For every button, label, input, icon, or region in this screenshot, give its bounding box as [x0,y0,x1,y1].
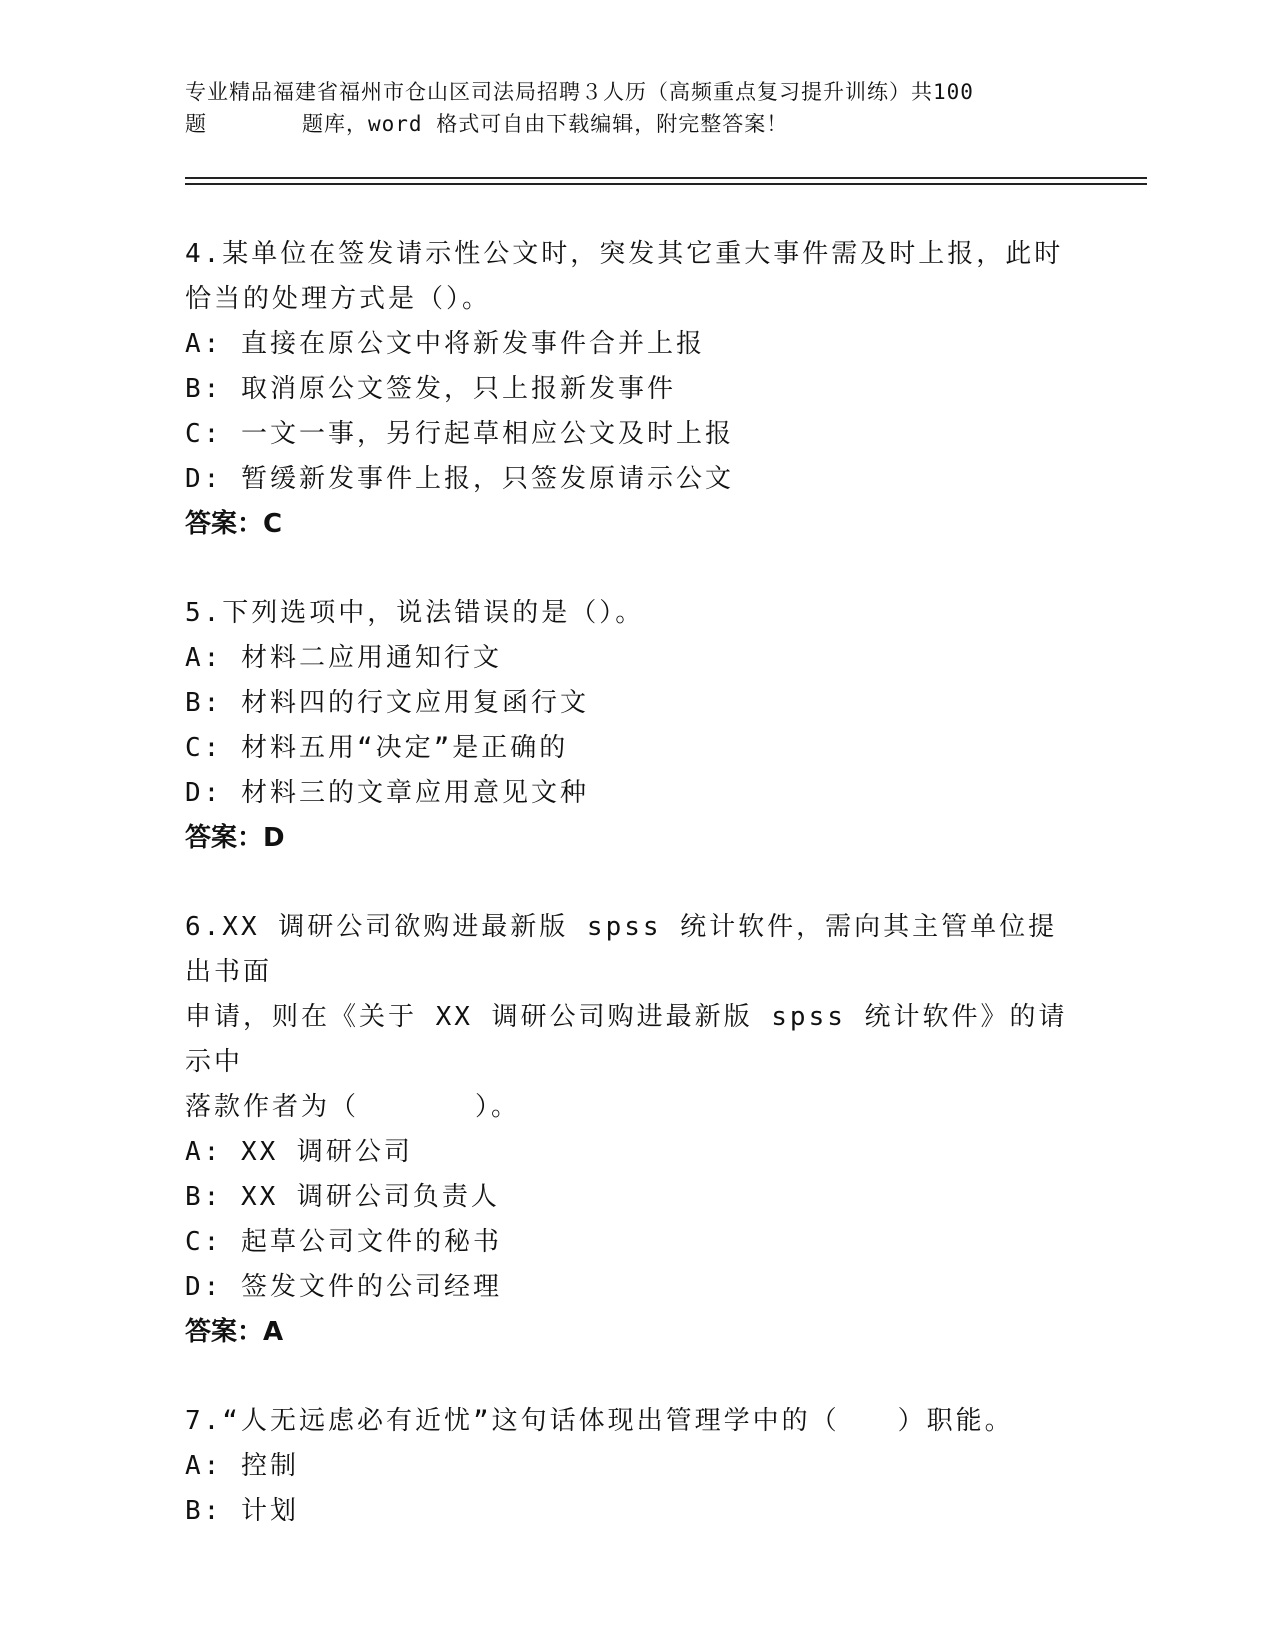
option-d: D: 材料三的文章应用意见文种 [185,778,589,808]
option-c: C: 材料五用“决定”是正确的 [185,733,569,763]
question-stem: 4.某单位在签发请示性公文时，突发其它重大事件需及时上报，此时 [185,239,1064,269]
option-a: A: 材料二应用通知行文 [185,643,502,673]
question-stem: 恰当的处理方式是（）。 [185,284,492,314]
header-title-fragment: 题 [185,112,207,136]
option-d: D: 签发文件的公司经理 [185,1272,502,1302]
option-a: A: 直接在原公文中将新发事件合并上报 [185,329,705,359]
question-4 [185,232,1085,547]
answer: 答案：C [185,509,283,539]
question-stem: 申请，则在《关于 XX 调研公司购进最新版 spss 统计软件》的请示中 [185,1002,1068,1077]
header-title-line-1: 专业精品福建省福州市仓山区司法局招聘３人历（高频重点复习提升训练）共100 [185,80,974,104]
answer: 答案：D [185,823,285,853]
header-title-line-2 [185,108,1085,140]
option-a: A: 控制 [185,1451,299,1481]
question-7 [185,1399,1085,1534]
question-stem: 5.下列选项中，说法错误的是（）。 [185,598,645,628]
question-stem: 7.“人无远虑必有近忧”这句话体现出管理学中的（ ）职能。 [185,1406,1014,1436]
header-divider-bottom [185,183,1147,185]
document-header [185,76,1085,140]
header-subtitle: 题库，word 格式可自由下载编辑，附完整答案！ [302,112,789,136]
question-stem: 落款作者为（ ）。 [185,1092,521,1122]
option-b: B: XX 调研公司负责人 [185,1182,500,1212]
option-b: B: 计划 [185,1496,299,1526]
option-c: C: 一文一事，另行起草相应公文及时上报 [185,419,734,449]
answer: 答案：A [185,1317,284,1347]
question-stem: 6.XX 调研公司欲购进最新版 spss 统计软件，需向其主管单位提出书面 [185,912,1058,987]
option-b: B: 取消原公文签发，只上报新发事件 [185,374,676,404]
question-6 [185,905,1085,1355]
option-c: C: 起草公司文件的秘书 [185,1227,502,1257]
option-a: A: XX 调研公司 [185,1137,413,1167]
question-5 [185,591,1085,861]
question-list [185,232,1085,1578]
option-d: D: 暂缓新发事件上报，只签发原请示公文 [185,464,734,494]
option-b: B: 材料四的行文应用复函行文 [185,688,589,718]
header-divider-top [185,177,1147,179]
